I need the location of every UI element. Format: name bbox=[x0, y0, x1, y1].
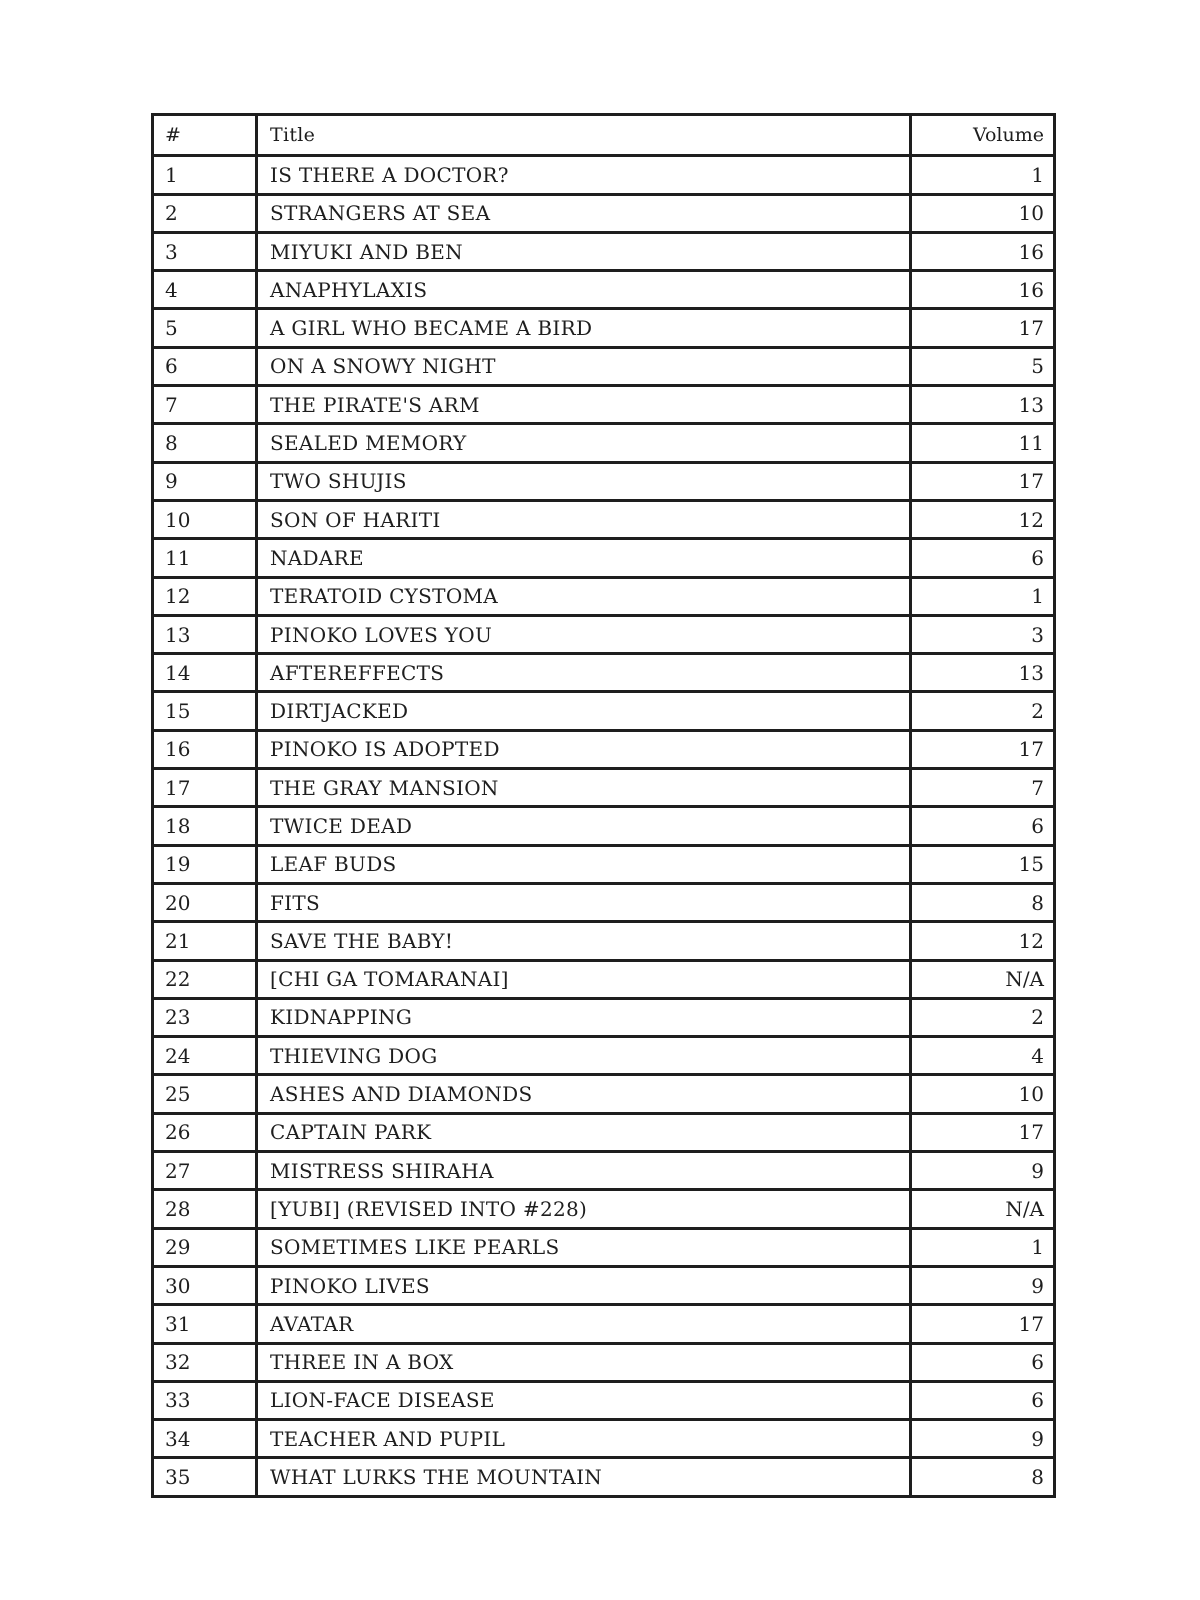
row-number: 17 bbox=[154, 770, 258, 805]
table-row bbox=[154, 1073, 1053, 1111]
row-title: SON OF HARITI bbox=[258, 502, 912, 537]
row-number: 33 bbox=[154, 1383, 258, 1418]
row-volume: 17 bbox=[1018, 1311, 1044, 1336]
table-row bbox=[154, 1112, 1053, 1150]
row-number: 9 bbox=[154, 464, 258, 499]
row-number: 5 bbox=[154, 310, 258, 345]
row-title: SAVE THE BABY! bbox=[258, 923, 912, 958]
row-number: 3 bbox=[154, 234, 258, 269]
row-volume: 8 bbox=[1031, 1465, 1044, 1490]
row-title: A GIRL WHO BECAME A BIRD bbox=[258, 310, 912, 345]
row-volume: 12 bbox=[1018, 507, 1044, 532]
row-title: DIRTJACKED bbox=[258, 693, 912, 728]
episode-table bbox=[151, 113, 1056, 1498]
row-volume: 7 bbox=[1031, 775, 1044, 800]
row-volume: 13 bbox=[1018, 392, 1044, 417]
row-title: NADARE bbox=[258, 540, 912, 575]
row-number: 18 bbox=[154, 808, 258, 843]
row-volume: 16 bbox=[1018, 239, 1044, 264]
row-number: 14 bbox=[154, 655, 258, 690]
row-title: MIYUKI AND BEN bbox=[258, 234, 912, 269]
row-title: LION-FACE DISEASE bbox=[258, 1383, 912, 1418]
row-number: 10 bbox=[154, 502, 258, 537]
table-row bbox=[154, 346, 1053, 384]
row-title: THREE IN A BOX bbox=[258, 1345, 912, 1380]
table-body bbox=[154, 154, 1053, 1494]
row-number: 20 bbox=[154, 885, 258, 920]
row-title: MISTRESS SHIRAHA bbox=[258, 1153, 912, 1188]
table-row bbox=[154, 1227, 1053, 1265]
table-row bbox=[154, 193, 1053, 231]
row-title: IS THERE A DOCTOR? bbox=[258, 157, 912, 192]
table-row bbox=[154, 422, 1053, 460]
row-number: 29 bbox=[154, 1230, 258, 1265]
row-number: 22 bbox=[154, 962, 258, 997]
row-title: TWO SHUJIS bbox=[258, 464, 912, 499]
table-row bbox=[154, 1150, 1053, 1188]
header-title: Title bbox=[258, 116, 912, 154]
table-row bbox=[154, 269, 1053, 307]
row-volume: 1 bbox=[1031, 584, 1044, 609]
row-title: SEALED MEMORY bbox=[258, 425, 912, 460]
table-row bbox=[154, 537, 1053, 575]
table-row bbox=[154, 767, 1053, 805]
row-volume: 10 bbox=[1018, 201, 1044, 226]
row-number: 12 bbox=[154, 579, 258, 614]
row-volume: N/A bbox=[1005, 967, 1044, 992]
table-row bbox=[154, 729, 1053, 767]
row-number: 27 bbox=[154, 1153, 258, 1188]
row-volume: 9 bbox=[1031, 1158, 1044, 1183]
row-title: PINOKO LIVES bbox=[258, 1268, 912, 1303]
row-volume: 13 bbox=[1018, 660, 1044, 685]
table-row bbox=[154, 1418, 1053, 1456]
row-volume: 6 bbox=[1031, 545, 1044, 570]
row-volume: 16 bbox=[1018, 277, 1044, 302]
row-title: KIDNAPPING bbox=[258, 1000, 912, 1035]
header-volume: Volume bbox=[973, 124, 1044, 147]
row-volume: 3 bbox=[1031, 622, 1044, 647]
table-row bbox=[154, 1342, 1053, 1380]
row-number: 8 bbox=[154, 425, 258, 460]
row-number: 4 bbox=[154, 272, 258, 307]
table-header-row bbox=[154, 116, 1053, 154]
row-number: 28 bbox=[154, 1191, 258, 1226]
row-volume: 17 bbox=[1018, 737, 1044, 762]
row-volume: 2 bbox=[1031, 699, 1044, 724]
row-title: TEACHER AND PUPIL bbox=[258, 1421, 912, 1456]
row-volume: 6 bbox=[1031, 813, 1044, 838]
table-row bbox=[154, 307, 1053, 345]
row-volume: 17 bbox=[1018, 469, 1044, 494]
table-row bbox=[154, 1380, 1053, 1418]
row-number: 11 bbox=[154, 540, 258, 575]
table-row bbox=[154, 1188, 1053, 1226]
row-title: TERATOID CYSTOMA bbox=[258, 579, 912, 614]
row-number: 21 bbox=[154, 923, 258, 958]
row-volume: 9 bbox=[1031, 1426, 1044, 1451]
row-number: 32 bbox=[154, 1345, 258, 1380]
row-title: AVATAR bbox=[258, 1306, 912, 1341]
row-volume: N/A bbox=[1005, 1196, 1044, 1221]
row-title: TWICE DEAD bbox=[258, 808, 912, 843]
row-title: ASHES AND DIAMONDS bbox=[258, 1076, 912, 1111]
row-title: ON A SNOWY NIGHT bbox=[258, 349, 912, 384]
row-title: THE GRAY MANSION bbox=[258, 770, 912, 805]
row-number: 19 bbox=[154, 847, 258, 882]
table-row bbox=[154, 959, 1053, 997]
row-number: 1 bbox=[154, 157, 258, 192]
row-number: 7 bbox=[154, 387, 258, 422]
row-title: FITS bbox=[258, 885, 912, 920]
table-row bbox=[154, 461, 1053, 499]
row-title: PINOKO LOVES YOU bbox=[258, 617, 912, 652]
table-row bbox=[154, 384, 1053, 422]
row-volume: 6 bbox=[1031, 1350, 1044, 1375]
table-row bbox=[154, 882, 1053, 920]
row-number: 2 bbox=[154, 196, 258, 231]
row-number: 35 bbox=[154, 1459, 258, 1494]
row-volume: 15 bbox=[1018, 852, 1044, 877]
table-row bbox=[154, 920, 1053, 958]
row-volume: 9 bbox=[1031, 1273, 1044, 1298]
row-number: 26 bbox=[154, 1115, 258, 1150]
row-volume: 10 bbox=[1018, 1082, 1044, 1107]
row-title: STRANGERS AT SEA bbox=[258, 196, 912, 231]
row-title: CAPTAIN PARK bbox=[258, 1115, 912, 1150]
table-row bbox=[154, 1456, 1053, 1494]
table-row bbox=[154, 1265, 1053, 1303]
table-row bbox=[154, 154, 1053, 192]
row-number: 31 bbox=[154, 1306, 258, 1341]
table-row bbox=[154, 997, 1053, 1035]
row-volume: 5 bbox=[1031, 354, 1044, 379]
row-number: 25 bbox=[154, 1076, 258, 1111]
table-row bbox=[154, 690, 1053, 728]
row-number: 23 bbox=[154, 1000, 258, 1035]
row-volume: 11 bbox=[1018, 431, 1044, 456]
row-volume: 2 bbox=[1031, 1005, 1044, 1030]
row-volume: 6 bbox=[1031, 1388, 1044, 1413]
table-row bbox=[154, 652, 1053, 690]
table-row bbox=[154, 1303, 1053, 1341]
row-volume: 1 bbox=[1031, 162, 1044, 187]
row-number: 24 bbox=[154, 1038, 258, 1073]
row-volume: 12 bbox=[1018, 928, 1044, 953]
table-row bbox=[154, 1035, 1053, 1073]
row-title: THIEVING DOG bbox=[258, 1038, 912, 1073]
table-row bbox=[154, 844, 1053, 882]
row-title: THE PIRATE'S ARM bbox=[258, 387, 912, 422]
row-number: 16 bbox=[154, 732, 258, 767]
row-number: 15 bbox=[154, 693, 258, 728]
row-title: LEAF BUDS bbox=[258, 847, 912, 882]
row-volume: 8 bbox=[1031, 890, 1044, 915]
row-number: 30 bbox=[154, 1268, 258, 1303]
row-number: 34 bbox=[154, 1421, 258, 1456]
row-title: PINOKO IS ADOPTED bbox=[258, 732, 912, 767]
table-row bbox=[154, 231, 1053, 269]
row-title: [YUBI] (REVISED INTO #228) bbox=[258, 1191, 912, 1226]
row-number: 6 bbox=[154, 349, 258, 384]
row-title: AFTEREFFECTS bbox=[258, 655, 912, 690]
row-title: [CHI GA TOMARANAI] bbox=[258, 962, 912, 997]
table-row bbox=[154, 805, 1053, 843]
row-title: WHAT LURKS THE MOUNTAIN bbox=[258, 1459, 912, 1494]
row-title: ANAPHYLAXIS bbox=[258, 272, 912, 307]
row-number: 13 bbox=[154, 617, 258, 652]
table-row bbox=[154, 614, 1053, 652]
row-volume: 4 bbox=[1031, 1043, 1044, 1068]
row-volume: 1 bbox=[1031, 1235, 1044, 1260]
row-volume: 17 bbox=[1018, 316, 1044, 341]
row-volume: 17 bbox=[1018, 1120, 1044, 1145]
table-row bbox=[154, 499, 1053, 537]
table-row bbox=[154, 576, 1053, 614]
header-number: # bbox=[154, 116, 258, 154]
row-title: SOMETIMES LIKE PEARLS bbox=[258, 1230, 912, 1265]
